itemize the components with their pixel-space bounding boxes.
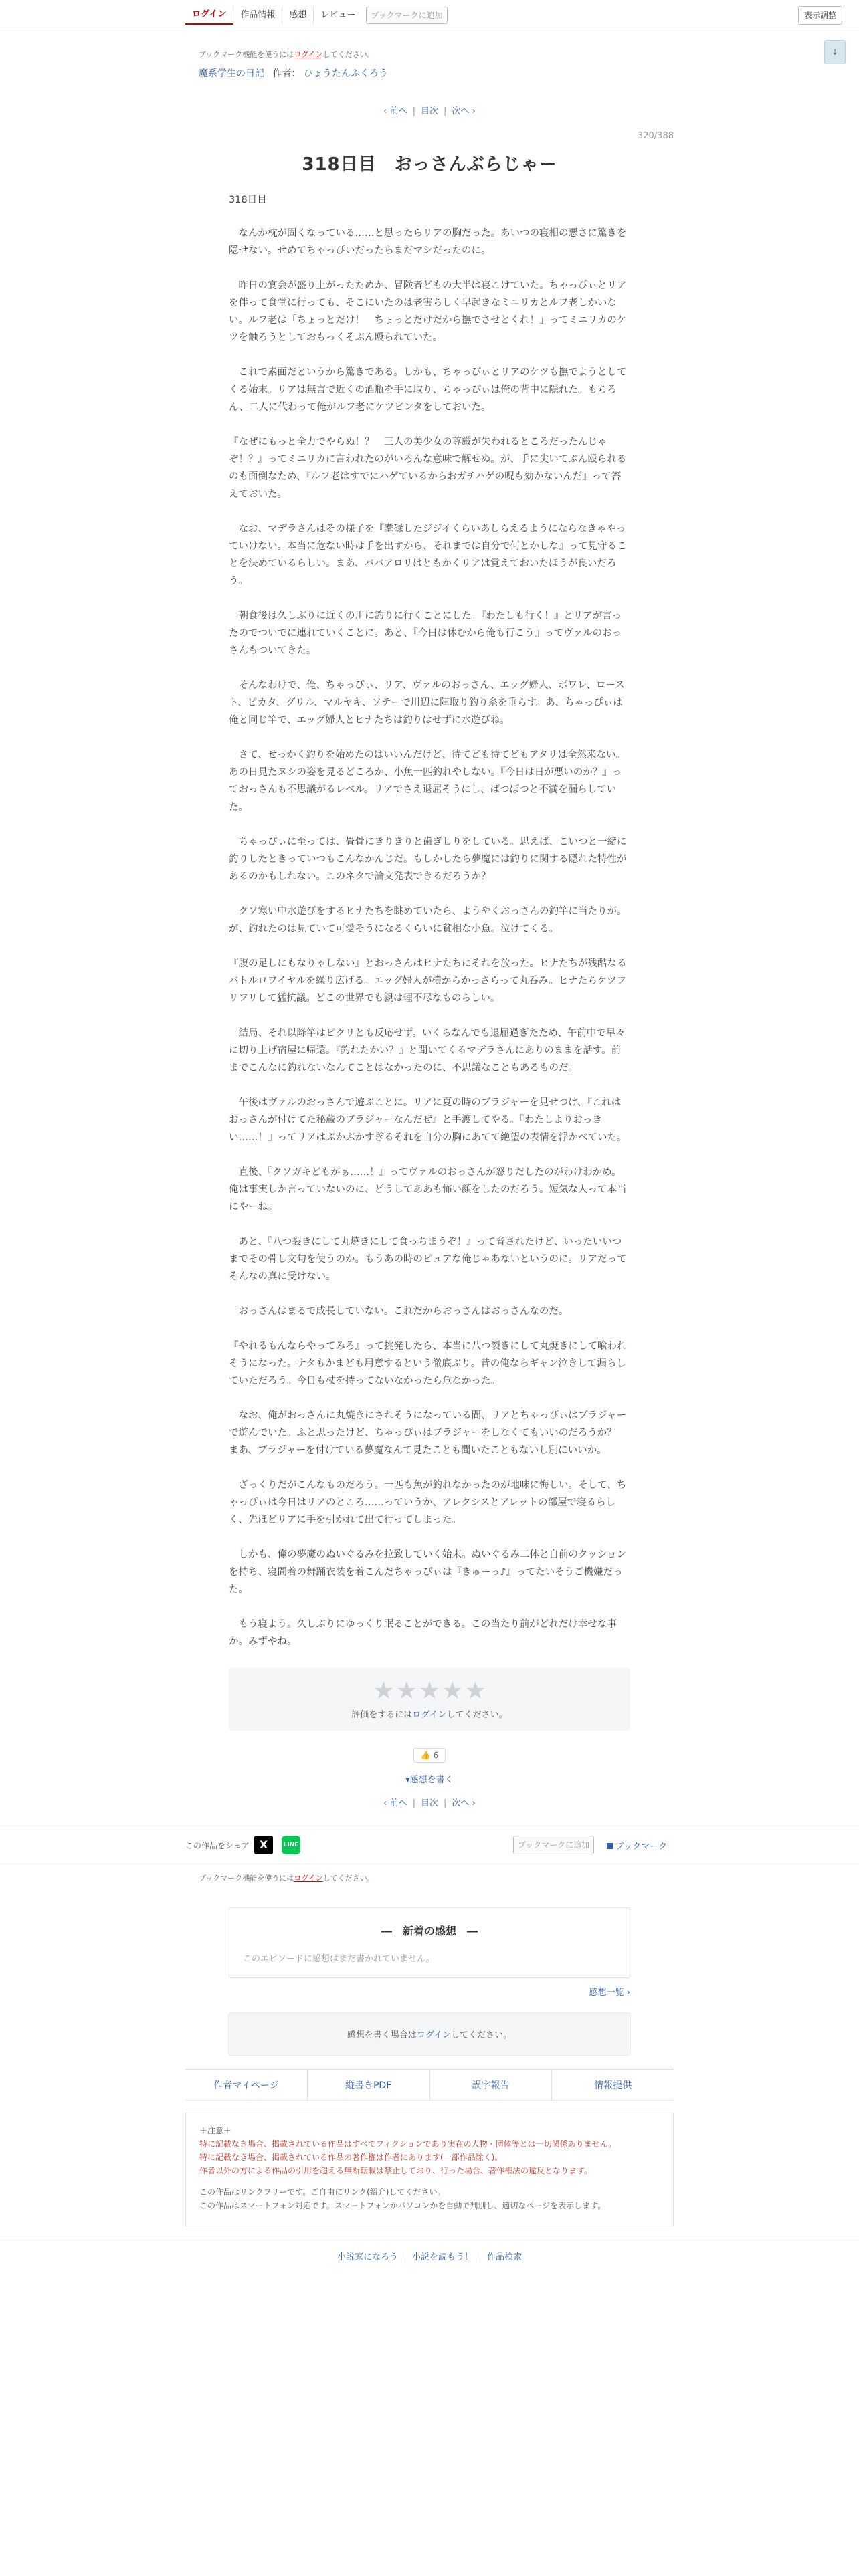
paragraph: 直後、『クソガキどもがぁ……！』ってヴァルのおっさんが怒りだしたのがわけわかめ。俺は事実しか言っていないのに、どうしてああも怖い顔をしたのだろう。短気な人って本当にやーね。	[229, 1167, 627, 1212]
work-info-link[interactable]: 作品情報	[233, 7, 282, 24]
pager-top: ‹ 前へ | 目次 | 次へ ›	[185, 104, 674, 116]
footer	[0, 2240, 859, 2262]
impressions-title: ― 新着の感想 ―	[381, 1925, 478, 1937]
paragraph-list	[229, 225, 630, 1650]
info-provide-link[interactable]: 情報提供	[594, 2080, 632, 2091]
author-mypage-link[interactable]: 作者マイページ	[185, 2070, 308, 2100]
share-label: この作品をシェア	[185, 1841, 250, 1850]
notice-line: この作品はリンクフリーです。ご自由にリンク(紹介)してください。	[199, 2187, 446, 2197]
share-bar	[0, 1826, 859, 1864]
author-label: 作者：	[272, 68, 301, 79]
vertical-pdf-link[interactable]: 縦書きPDF	[308, 2070, 430, 2100]
bookmark-link[interactable]: ブックマーク	[607, 1839, 667, 1852]
work-title-link[interactable]: 魔系学生の日記	[199, 68, 264, 79]
paragraph: しかも、俺の夢魔のぬいぐるみを拉致していく始末。ぬいぐるみ二体と自前のクッションを持ち、寝間着の舞踊衣装を着こんだちゃっぴぃは『きゅーっ♪』ってたいそうご機嫌だった。	[229, 1549, 627, 1595]
note-login-link[interactable]: ログイン	[294, 50, 323, 59]
impression-login-link[interactable]: ログイン	[416, 2030, 452, 2040]
bookmark-login-note: ブックマーク機能を使うにはログインしてください。	[199, 1874, 375, 1883]
bookmark-add-button[interactable]: ブックマークに追加	[366, 7, 447, 24]
paragraph: ちゃっぴぃに至っては、畳骨にきりきりと歯ぎしりをしている。思えば、こいつと一緒に釣りしたときっていつもこんなかんじだ。もしかしたら夢魔には釣りに関する隠れた特性があるのかもしれない。このネタで論文発表できるだろうか？	[229, 837, 627, 882]
bookmark-add-button[interactable]: ブックマークに追加	[513, 1836, 594, 1854]
notice-line: 特に記載なき場合、掲載されている作品の著作権は作者にあります(一部作品除く)。	[199, 2153, 503, 2162]
paragraph: さて、せっかく釣りを始めたのはいいんだけど、待てども待てどもアタリは全然来ない。あの日見たヌシの姿を見るどころか、小魚一匹釣れやしない。『今日は日が悪いのか？』っておっさんも不思議がるレベル。リアでさえ退屈そうにし、ぱつぽつと不満を漏らしていた。	[229, 750, 626, 813]
rating-box	[229, 1668, 630, 1731]
work-header	[185, 66, 674, 80]
login-link[interactable]: ログイン	[185, 6, 233, 25]
paragraph: もう寝よう。久しぶりにゆっくり眠ることができる。この当たり前がどれだけ幸せな事か。みずやね。	[229, 1619, 617, 1647]
impressions-list-link[interactable]: 感想一覧 ›	[589, 1988, 630, 1998]
notice-line: 作者以外の方による作品の引用を超える無断転載は禁止しており、行った場合、著作権法の違反となります。	[199, 2166, 593, 2175]
thumbs-up-icon: 👍	[420, 1751, 431, 1760]
paragraph: あと、『八つ裂きにして丸焼きにして食っちまうぞ！』って脅されたけど、いったいいつまでその骨し文句を使うのか。もうあの時のピュアな俺じゃあないというのに。リアだってそんなの真に受けない。	[229, 1237, 627, 1282]
star-icon[interactable]: ★	[373, 1677, 395, 1705]
impressions-empty: このエピソードに感想はまだ書かれていません。	[243, 1954, 435, 1964]
next-link[interactable]: 次へ ›	[452, 1798, 476, 1808]
paragraph: クソ寒い中水遊びをするヒナたちを眺めていたら、ようやくおっさんの釣竿に当たりが。が、釣れたのは見ていて可愛そうになるくらいに貧相な小魚。泣けてくる。	[229, 906, 627, 934]
pager-bottom: ‹ 前へ | 目次 | 次へ ›	[185, 1796, 674, 1808]
toc-link[interactable]: 目次	[420, 1798, 438, 1808]
bookmark-login-note: ブックマーク機能を使うにはログインしてください。	[199, 50, 375, 59]
paragraph: おっさんはまるで成長していない。これだからおっさんはおっさんなのだ。	[229, 1306, 569, 1317]
impression-link[interactable]: 感想	[282, 7, 314, 24]
paragraph: 午後はヴァルのおっさんで遊ぶことに。リアに夏の時のブラジャーを見せつけ、『これはおっさんが付けてた秘蔵のブラジャーなんだぜ』と手渡してやる。『わたしよりおっきい……！』ってリアはぶかぶかすぎるそれを自分の胸にあてて絶望の表情を浮かべていた。	[229, 1097, 627, 1143]
line-share-icon[interactable]: LINE	[282, 1836, 300, 1854]
main-content	[185, 49, 674, 1808]
star-icon[interactable]: ★	[442, 1677, 464, 1705]
rating-login-note: 評価をするにはログインしてください。	[351, 1710, 508, 1720]
footer-link-narou[interactable]: 小説家になろう	[330, 2252, 405, 2262]
like-button[interactable]	[413, 1748, 446, 1763]
paragraph: なお、俺がおっさんに丸焼きにされそうになっている間、リアとちゃっぴぃはブラジャーで遊んでいた。ふと思ったけど、ちゃっぴぃはブラジャーをしなくてもいいのだろうか？ まあ、ブラジャーを付けている夢魔なんて見たことも聞いたこともないし別にいいか。	[229, 1410, 627, 1456]
display-settings-button[interactable]: 表示調整	[798, 6, 842, 25]
write-impression-toggle[interactable]: ▾感想を書く	[405, 1775, 454, 1785]
paragraph: ざっくりだがこんなものだろう。一匹も魚が釣れなかったのが地味に悔しい。そして、ちゃっぴぃは今日はリアのところ……っていうか、アレクシスとアレットの部屋で寝るらしく、先ほどリアに手を引かれて出て行ってしまった。	[229, 1480, 627, 1525]
paragraph: そんなわけで、俺、ちゃっぴぃ、リア、ヴァルのおっさん、エッグ婦人、ボワレ、ロースト、ピカタ、グリル、マルヤキ、ソテーで川辺に陣取り釣り糸を垂らす。あ、ちゃっぴぃは俺と同じ竿で、エッグ婦人とヒナたちは釣りはせずに水遊びね。	[229, 680, 625, 726]
rating-login-link[interactable]: ログイン	[412, 1710, 447, 1720]
next-link[interactable]: 次へ ›	[452, 106, 476, 116]
new-impressions-box	[229, 1907, 630, 1978]
note-login-link[interactable]: ログイン	[294, 1874, 323, 1883]
paragraph: 『なぜにもっと全力でやらぬ！？ 三人の美少女の尊厳が失われるところだったんじゃぞ！？』ってミニリカに言われたのがいろんな意味で解せぬ。が、手に尖いてぶん殴られるのも面倒なため、『ルフ老はすでにハゲているからおガチハゲの呪も効かないんだ』って答えておいた。	[229, 437, 627, 500]
top-bar	[0, 0, 859, 31]
like-count: 6	[433, 1751, 439, 1760]
paragraph: 『腹の足しにもなりゃしない』とおっさんはヒナたちにそれを放った。ヒナたちが残酷なるバトルロワイヤルを繰り広げる。エッグ婦人が横からかっさらって丸呑み。ヒナたちケツフリフリして猛抗議。どこの世界でも親は理不尽なものらしい。	[229, 958, 627, 1004]
paragraph: 昨日の宴会が盛り上がったためか、冒険者どもの大半は寝こけていた。ちゃっぴぃとリアを伴って食堂に行っても、そこにいたのは老害ちしく早起きなミニリカとルフ老しかいない。ルフ老は「ちょっとだけ！ ちょっとだけだから撫でさせとくれ！」ってミニリカのケツを触ろうとしておもっくそぶん殴られていた。	[229, 280, 627, 343]
toc-link[interactable]: 目次	[420, 106, 438, 116]
episode-count: 320/388	[637, 131, 674, 141]
notice-heading: ＋注意＋	[199, 2126, 232, 2135]
rating-stars[interactable]	[229, 1677, 630, 1705]
star-icon[interactable]: ★	[464, 1677, 486, 1705]
top-nav	[185, 6, 448, 25]
prev-link[interactable]: ‹ 前へ	[383, 106, 407, 116]
notice-box	[185, 2113, 674, 2226]
x-share-icon[interactable]: X	[254, 1836, 273, 1854]
bookmark-icon	[607, 1843, 613, 1849]
paragraph: 朝食後は久しぶりに近くの川に釣りに行くことにした。『わたしも行く！』とリアが言ったのでついでに連れていくことに。あと、『今日は休むから俺も行こう』ってヴァルのおっさんもついてきた。	[229, 611, 622, 656]
star-icon[interactable]: ★	[395, 1677, 417, 1705]
paragraph: これで素面だというから驚きである。しかも、ちゃっぴぃとリアのケツも撫でようとしてくる始末。リアは無言で近くの酒瓶を手に取り、ちゃっぴぃは俺の背中に隠れた。もちろん、二人に代わって俺がルフ老にケツビンタをしておいた。	[229, 367, 627, 413]
author-link[interactable]: ひょうたんふくろう	[303, 68, 388, 79]
paragraph: 結局、それ以降竿はピクリとも反応せず。いくらなんでも退屈過ぎたため、午前中で早々に切り上げ宿屋に帰還。『釣れたかい？』と聞いてくるマデラさんにありのままを話す。前までこんなに釣れないなんてことはなかったのに、不思議なこともあるものだ。	[229, 1028, 626, 1073]
paragraph: 『やれるもんならやってみろ』って挑発したら、本当に八つ裂きにして丸焼きにして喰われそうになった。ナタもかまども用意するという徹底ぶり。昔の俺ならギャン泣きして漏らしていただろう。今日も杖を持ってないなかったら危なかった。	[229, 1341, 627, 1386]
work-links	[185, 2069, 674, 2101]
prev-link[interactable]: ‹ 前へ	[383, 1798, 407, 1808]
paragraph: なんか枕が固くなっている……と思ったらリアの胸だった。あいつの寝相の悪さに驚きを隠せない。せめてちゃっぴいだったらまだマシだったのに。	[229, 228, 627, 256]
notice-line: この作品はスマートフォン対応です。スマートフォンかパソコンかを自動で判別し、適切なページを表示します。	[199, 2201, 606, 2210]
typo-report-link[interactable]: 誤字報告	[430, 2070, 553, 2100]
footer-link-yomou[interactable]: 小説を読もう！	[405, 2252, 480, 2262]
episode-subtitle: 318日目	[229, 195, 267, 205]
star-icon[interactable]: ★	[418, 1677, 441, 1705]
scroll-down-icon[interactable]: ↓	[824, 40, 846, 64]
review-link[interactable]: レビュー	[320, 10, 356, 20]
episode-body	[229, 191, 630, 1650]
notice-line: 特に記載なき場合、掲載されている作品はすべてフィクションであり実在の人物・団体等とは一切関係ありません。	[199, 2139, 617, 2149]
impression-login-box: 感想を書く場合はログインしてください。	[228, 2012, 631, 2056]
footer-link-search[interactable]: 作品検索	[487, 2252, 522, 2262]
episode-title: 318日目 おっさんぶらじゃー	[302, 154, 557, 175]
paragraph: なお、マデラさんはその様子を『耄碌したジジイくらいあしらえるようにならなきゃやっていけない。本当に危ない時は手を出すから、それまでは自分で何とかしな』って見守ることを決めているらしい。まあ、ババアロリはともかくリアは覚えておいたほうが良いだろう。	[229, 524, 627, 586]
